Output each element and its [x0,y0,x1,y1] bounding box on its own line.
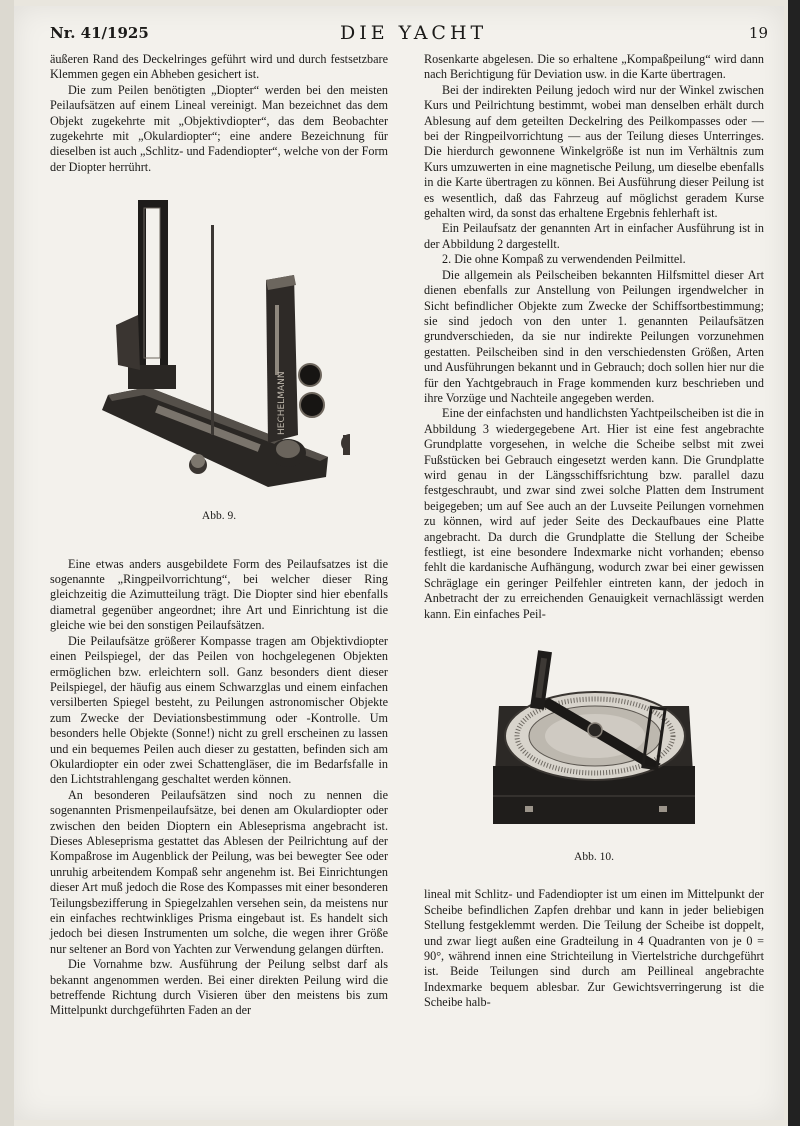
scan-border [788,0,800,1126]
magazine-title: DIE YACHT [340,22,488,44]
paragraph: Eine der einfachsten und handlichsten Yachtpeilscheiben ist die in Abbildung 3 wiedergegebene Art. Hier ist eine fest angebrachte Grundplatte vorgesehen, in welche die Scheibe selbst mit zwei Fußstücken bei Gebrauch eingesetzt werden kann. Die Grundplatte wird genau in der Längsschiffsrichtung bzw. parallel dazu festgeschraubt, und zwar sind zwei solche Platten dem Instrument beigegeben; um auf See auch an der Luvseite Peilungen vornehmen zu können, wird auf jeder Seite des Deckaufbaues eine Platte angebracht. Da durch die Grundplatte die Stellung der Scheibe festliegt, ist eine besondere Indexmarke nicht vorhanden; ebenso fehlt die kardanische Aufhängung, wodurch zwar bei einer gewissen Schräglage ein geringer Peilfehler eintreten kann, der jedoch in Anbetracht der zu erreichenden Genauigkeit vernachlässigt werden kann. Ein einfaches Peil- [424,406,764,621]
svg-text:HECHELMANN: HECHELMANN [277,371,287,436]
left-column [50,52,388,1019]
paragraph: Die Peilaufsätze größerer Kompasse tragen am Objektivdiopter einen Peilspiegel, der das Peilen von hochgelegenen Objekten ermöglichen bzw. erleichtern soll. Ganz besonders dient dieser Peilspiegel, der häufig aus einem Schwarzglas und einem einfachen versilberten Spiegel besteht, zu Peilungen astronomischer Objekte zum Zwecke der Deviationsbestimmung oder -Kontrolle. Um besonders helle Objekte (Sonne!) nicht zu grell erscheinen zu lassen und ein bequemes Peilen auch dieser zu gestatten, befinden sich am Okulardiopter ein oder zwei Schattengläser, die im Bedarfsfalle in den Lichtstrahlengang geschaltet werden können. [50,633,388,787]
figure-bearing-device-photo [88,195,350,505]
paragraph: Bei der indirekten Peilung jedoch wird nur der Winkel zwischen Kurs und Peilrichtung bestimmt, wobei man denselben erhält durch Ablesung auf dem geteilten Deckelring des Peilkompasses oder — bei der Ringpeilvorrichtung — aus der Teilung dieses Unterringes. Die hierdurch gewonnene Winkelgröße ist nun im Verhältnis zum Kurs umzuwerten in eine magnetische Peilung, um dieselbe ebenfalls in die Karte übertragen zu können. Bei Ausführung dieser Peilung ist es wesentlich, daß das Fahrzeug auf möglichst geradem Kurse gehalten wird, da sonst das erhaltene Ergebnis fehlerhaft ist. [424,82,764,221]
paragraph: äußeren Rand des Deckelringes geführt wird und durch festsetzbare Klemmen gegen ein Abheben gesichert ist. [50,52,388,82]
paragraph: Eine etwas anders ausgebildete Form des Peilaufsatzes ist die sogenannte „Ringpeilvorrichtung“, bei welcher dieser Ring gleichzeitig die Azimutteilung trägt. Die Diopter sind hier ebenfalls diametral gegenüber angeordnet; ihre Art und Einrichtung ist die gleiche wie bei den sonstigen Peilaufsätzen. [50,556,388,633]
paragraph: lineal mit Schlitz- und Fadendiopter ist um einen im Mittelpunkt der Scheibe befindlichen Zapfen drehbar und kann in jeder beliebigen Stellung festgeklemmt werden. Die Teilung der Scheibe ist doppelt, und zwar liegt außen eine Gradteilung in 4 Quadranten von je 0 = 90°, während innen eine Strichteilung in Viertelstriche durchgeführt ist. Beide Teilungen sind durch am Peillineal angebrachte Indexmarke bequem ablesbar. Zur Gewichtsverringerung ist die Scheibe halb- [424,887,764,1010]
paragraph: Ein Peilaufsatz der genannten Art in einfacher Ausführung ist in der Abbildung 2 dargestellt. [424,221,764,251]
page-header [50,22,770,46]
section-heading: 2. Die ohne Kompaß zu verwendenden Peilmittel. [442,252,686,267]
figure-bearing-disc-photo [489,646,699,846]
paragraph: Rosenkarte abgelesen. Die so erhaltene „Kompaßpeilung“ wird dann nach Berichtigung für Deviation usw. in die Karte übertragen. [424,52,764,82]
paragraph: Die allgemein als Peilscheiben bekannten Hilfsmittel dieser Art dienen ebenfalls zur Anstellung von Peilungen irgendwelcher in Sicht befindlicher Objekte zum Zwecke der Schiffsortbestimmung; sie sind jedoch von den unter 1. genannten Peilaufsätzen grundverschieden, da sie nur indirekte Peilungen vorzunehmen gestatten. Peilscheiben sind in den verschiedensten Größen, Arten und Ausführungen bekannt und in Gebrauch; doch sollen hier nur die für den Yachtgebrauch in Frage kommenden kurz beschrieben und ihre Vorzüge und Nachteile angegeben werden. [424,267,764,405]
paragraph: An besonderen Peilaufsätzen sind noch zu nennen die sogenannten Prismenpeilaufsätze, bei denen am Okulardiopter oder zwischen den beiden Dioptern ein Ableseprisma angebracht ist. Dieses Ableseprisma gestattet das Ablesen der Peilrichtung auf der Kompaßrose im Augenblick der Peilung, was bei bewegter See oder unruhig arbeitendem Kompaß sehr angenehm ist. Bei Einrichtungen dieser Art muß jedoch die Rose des Kompasses mit einer besonderen Teilungsbezifferung in Spiegelzahlen versehen sein, da meistens nur ein einfaches rechtwinkliges Prisma eingebaut ist. Es handelt sich jedoch bei diesen Instrumenten um solche, die wegen ihrer Größe nur seltener an Bord von Yachten zur Verwendung gelangen dürften. [50,787,388,956]
page-number: 19 [748,24,768,42]
right-column [424,52,764,1011]
paragraph: Die Vornahme bzw. Ausführung der Peilung selbst darf als bekannt angenommen werden. Bei einer direkten Peilung wird die betreffende Richtung durch Visieren über den meistens bis zum Mittelpunkt durchgeführten Faden an der [50,957,388,1018]
issue-number: Nr. 41/1925 [50,24,149,42]
figure-caption: Abb. 9. [201,510,237,523]
paragraph: Die zum Peilen benötigten „Diopter“ werden bei den meisten Peilaufsätzen auf einem Lineal vereinigt. Man bezeichnet das dem Objekt zugekehrte mit „Objektivdiopter“, das dem Beobachter zugekehrte mit „Okulardiopter“; eine andere Bezeichnung für dieselben ist auch „Schlitz- und Fadendiopter“, welche von der Form der Diopter herrührt. [50,82,388,174]
page-gutter [0,0,14,1126]
figure-caption: Abb. 10. [574,851,614,864]
